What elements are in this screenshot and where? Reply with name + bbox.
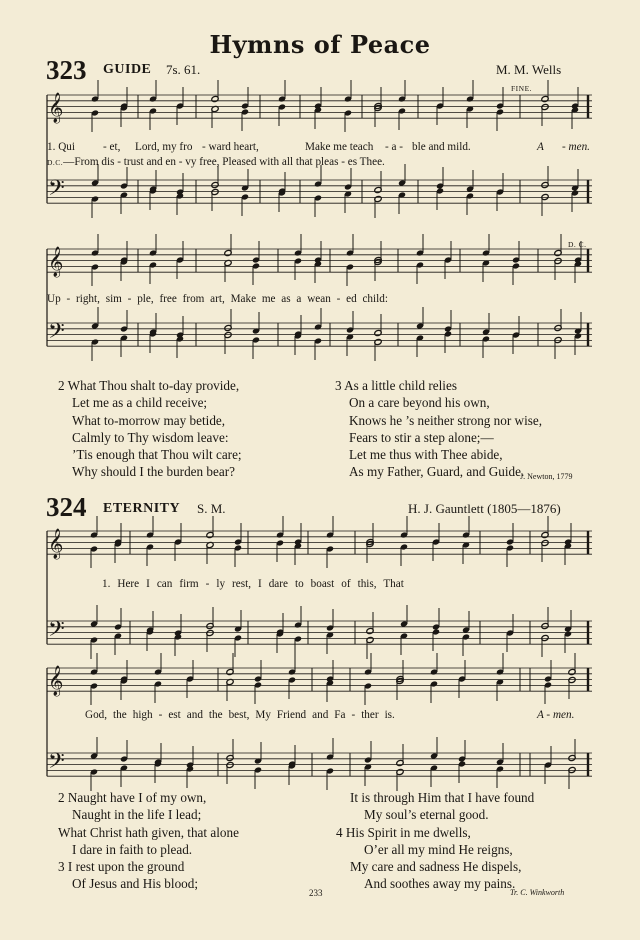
verse-line: My soul’s eternal good. (364, 807, 489, 823)
verse-line: 3 I rest upon the ground (58, 859, 185, 875)
syllable: A (537, 141, 544, 153)
dc-label: D.C. (47, 158, 64, 167)
bass-clef-icon: 𝄢 (48, 176, 65, 206)
verse-line: Let me thus with Thee abide, (349, 447, 503, 463)
verse-line: Of Jesus and His blood; (72, 876, 199, 892)
verse-line: What Christ hath given, that alone (58, 824, 239, 840)
dc-mark: D. C. (568, 240, 587, 249)
treble-clef-icon: 𝄞 (48, 666, 64, 696)
lyrics-323-line1 (47, 141, 592, 155)
verse-line: 2 What Thou shalt to-day provide, (58, 378, 240, 393)
bass-clef-icon: 𝄢 (48, 617, 65, 647)
verse-line: Calmly to Thy wisdom leave: (72, 429, 229, 445)
treble-clef-icon: 𝄞 (48, 529, 64, 559)
page-title: Hymns of Peace (209, 30, 431, 59)
syllable: - a - (385, 141, 404, 153)
verse-line: Why should I the burden bear? (72, 464, 235, 480)
meter: 7s. 61. (166, 62, 201, 77)
treble-clef-icon: 𝄞 (48, 247, 64, 277)
verse-3-4-324 (336, 789, 535, 893)
treble-clef-icon: 𝄞 (48, 93, 64, 123)
page-number: 233 (309, 888, 323, 898)
credit-324: Tr. C. Winkworth (510, 888, 565, 897)
syllable: ble and mild. (412, 141, 471, 153)
verse-line: As my Father, Guard, and Guide. (349, 464, 525, 480)
verse-line: 2 Naught have I of my own, (58, 790, 207, 805)
lyrics-323-line1b (47, 156, 385, 168)
lyrics-text: —From dis - trust and en - vy free, Pleased with all that pleas - es Thee. (63, 156, 385, 168)
lyrics-323-line2: Up - right, sim - ple, free from art, Make me as a wean - ed child: (47, 293, 388, 305)
verse-line: I dare in faith to plead. (72, 841, 193, 857)
syllable: Lord, my fro (135, 141, 193, 153)
verse-line: Knows he ’s neither strong nor wise, (349, 412, 543, 428)
verse-line: Fears to stir a step alone;— (349, 429, 494, 445)
syllable: - men. (562, 141, 590, 153)
bass-clef-icon: 𝄢 (48, 749, 65, 779)
verse-line: It is through Him that I have found (350, 790, 535, 805)
credit-323: J. Newton, 1779 (520, 472, 573, 481)
syllable: - et, (103, 141, 121, 153)
fine-mark: FINE. (511, 84, 533, 93)
composer: M. M. Wells (496, 62, 562, 77)
hymn-number: 323 (46, 55, 87, 85)
composer: H. J. Gauntlett (1805—1876) (408, 501, 561, 516)
tune-name: ETERNITY (103, 501, 181, 516)
verse-line: Naught in the life I lead; (72, 807, 202, 823)
syllable: - ward heart, (202, 141, 259, 153)
verse-line: 4 His Spirit in me dwells, (336, 824, 471, 840)
syllable: 1. Qui (47, 141, 75, 153)
verse-line: O’er all my mind He reigns, (364, 841, 513, 857)
hymn-number: 324 (46, 492, 87, 522)
meter: S. M. (197, 501, 226, 516)
verse-2-324 (58, 789, 239, 893)
verse-line: On a care beyond his own, (349, 395, 490, 411)
verse-line: And soothes away my pains. (364, 876, 516, 892)
bass-clef-icon: 𝄢 (48, 319, 65, 349)
verse-line: 3 As a little child relies (335, 378, 457, 393)
verse-line: What to-morrow may betide, (72, 412, 226, 428)
amen: A - men. (537, 709, 575, 721)
verse-2 (58, 377, 242, 481)
verse-line: ’Tis enough that Thou wilt care; (72, 447, 242, 463)
verse-line: My care and sadness He dispels, (350, 859, 522, 875)
tune-name: GUIDE (103, 62, 152, 77)
syllable: Make me teach (305, 141, 374, 153)
verse-line: Let me as a child receive; (72, 395, 208, 411)
verse-3 (335, 377, 542, 481)
lyrics-324-line2: God, the high - est and the best, My Friend and Fa - ther is. (85, 709, 395, 721)
lyrics-324-line1: 1. Here I can firm - ly rest, I dare to boast of this, That (102, 578, 404, 590)
